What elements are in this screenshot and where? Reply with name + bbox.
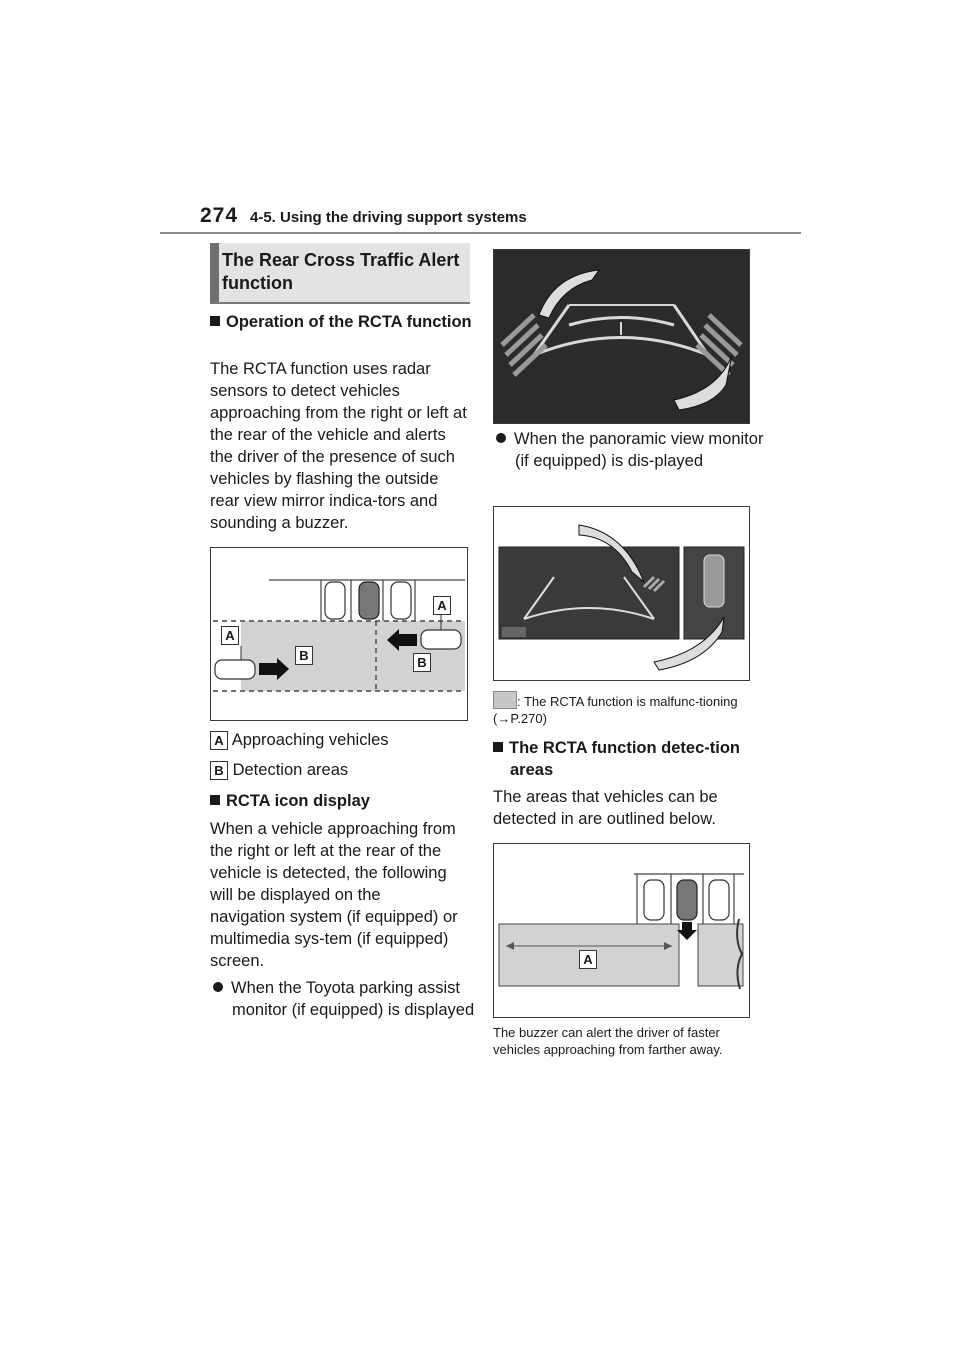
panoramic-monitor-figure xyxy=(493,506,750,681)
legend-text-a: Approaching vehicles xyxy=(231,731,389,749)
arrow-down-icon xyxy=(677,922,697,940)
rcta-malfunction-icon xyxy=(493,691,517,709)
areas-text: The areas that vehicles can be detected in are outlined below. xyxy=(493,788,718,828)
parked-car-left xyxy=(325,582,345,619)
section-title: The Rear Cross Traffic Alert function xyxy=(222,250,460,293)
icon-heading: RCTA icon display xyxy=(210,790,477,812)
legend-row-b xyxy=(210,761,348,780)
figure-label-a: A xyxy=(579,950,597,969)
square-bullet-icon xyxy=(493,742,503,752)
section-title-box xyxy=(210,243,470,304)
legend-key-b: B xyxy=(210,761,228,780)
parking-assist-monitor-diagram xyxy=(494,250,749,423)
chapter-title: 4-5. Using the driving support systems xyxy=(250,209,527,226)
areas-heading: The RCTA function detec-tion areas xyxy=(493,737,760,781)
square-bullet-icon xyxy=(210,795,220,805)
own-vehicle xyxy=(359,582,379,619)
curved-arrow-icon xyxy=(539,270,599,318)
operation-text: The RCTA function uses radar sensors to detect vehicles approaching from the right or left at the rear of the vehicle and alerts the driver of the presence of such vehicles by flashing the outside rear view mirror indica-tors and sounding a buzzer. xyxy=(210,360,467,532)
detection-outline-diagram xyxy=(494,844,749,1017)
section-title-bar xyxy=(210,243,219,302)
parked-car-right xyxy=(391,582,411,619)
operation-heading: Operation of the RCTA function xyxy=(210,311,477,333)
legend-key-a: A xyxy=(210,731,228,750)
round-bullet-icon xyxy=(213,982,223,992)
figure-label-b-left: B xyxy=(295,646,313,665)
toyota-monitor-bullet: When the Toyota parking assist monitor (if equipped) is displayed xyxy=(213,977,484,1021)
page-number: 274 xyxy=(200,204,239,227)
legend-text-b: Detection areas xyxy=(232,761,349,779)
detection-area-figure xyxy=(210,547,468,721)
parking-assist-monitor-figure xyxy=(493,249,750,424)
panoramic-monitor-bullet: When the panoramic view monitor (if equipped) is dis-played xyxy=(496,428,765,472)
buzzer-note: The buzzer can alert the driver of faster vehicles approaching from farther away. xyxy=(493,1025,723,1057)
legend-row-a xyxy=(210,731,389,750)
curved-arrow-icon xyxy=(674,355,732,410)
figure-label-a-right: A xyxy=(433,596,451,615)
figure-label-b-right: B xyxy=(413,653,431,672)
header-rule xyxy=(160,232,801,234)
square-bullet-icon xyxy=(210,316,220,326)
malfunction-note: : The RCTA function is malfunc-tioning (→P.270) xyxy=(493,691,749,727)
panoramic-monitor-diagram xyxy=(494,507,749,680)
icon-text: When a vehicle approaching from the right or left at the rear of the vehicle is detected, the following will be displayed on the navigation system (if equipped) or multimedia sys-tem (if equipped) screen. xyxy=(210,820,458,970)
detection-outline-figure xyxy=(493,843,750,1018)
approaching-car-right xyxy=(421,630,461,649)
figure-label-a-left: A xyxy=(221,626,239,645)
detection-area-diagram xyxy=(211,548,467,720)
round-bullet-icon xyxy=(496,433,506,443)
approaching-car-left xyxy=(215,660,255,679)
panoramic-own-vehicle xyxy=(704,555,724,607)
